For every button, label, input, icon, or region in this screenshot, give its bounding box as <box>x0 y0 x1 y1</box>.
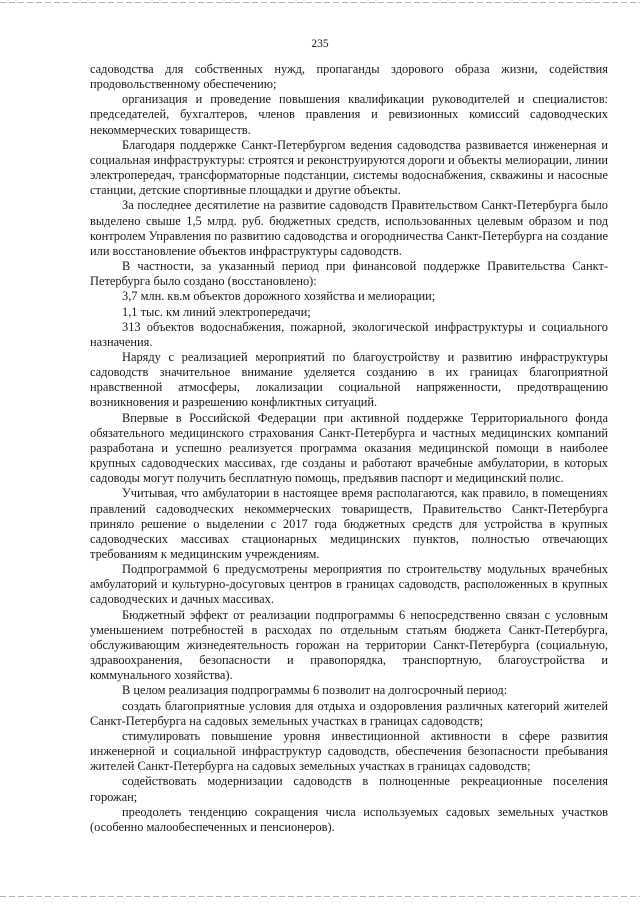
paragraph-outcomes-intro: В целом реализация подпрограммы 6 позволит на долгосрочный период: <box>122 683 508 698</box>
document-body <box>90 62 608 835</box>
paragraph-continuation: садоводства для собственных нужд, пропаганды здорового образа жизни, содействия продовольственному обеспечению; <box>90 62 608 92</box>
paragraph-infrastructure: Благодаря поддержке Санкт-Петербургом ведения садоводства развивается инженерная и социальная инфраструктуры: строятся и реконструируются дороги и объекты мелиорации, линии электропередач, трансформаторные подстанции, системы водоснабжения, скважины и насосные станции, детские спортивные площадки и другие объекты. <box>90 137 608 198</box>
page-number: 235 <box>311 38 329 50</box>
paragraph-budget-effect: Бюджетный эффект от реализации подпрограммы 6 непосредственно связан с условным уменьшением потребностей в расходах по отдельным статьям бюджета Санкт-Петербурга, обслуживающим жизнедеятельность горожан на территории Санкт-Петербурга (социальную, здравоохранения, безопасности и правопорядка, транспортную, благоустройства и коммунального хозяйства). <box>90 607 608 683</box>
paragraph-subprogram-events: Подпрограммой 6 предусмотрены мероприятия по строительству модульных врачебных амбулаторий и культурно-досуговых центров в границах садоводств, расположенных в крупных садоводческих и дачных массивах. <box>90 562 608 607</box>
list-item-roads: 3,7 млн. кв.м объектов дорожного хозяйства и мелиорации; <box>122 289 436 304</box>
paragraph-medical-program: Впервые в Российской Федерации при активной поддержке Территориального фонда обязательного медицинского страхования Санкт-Петербурга и частных медицинских компаний разработана и успешно реализуется программа оказания медицинской помощи в наиболее крупных садоводческих массивах, где созданы и работают врачебные амбулатории, в которых садоводы могут получить бесплатную помощь, предъявив паспорт и медицинский полис. <box>90 410 608 486</box>
list-item-conditions: создать благоприятные условия для отдыха и оздоровления различных категорий жителей Санкт-Петербурга на садовых земельных участках в границах садоводств; <box>90 698 608 728</box>
scan-edge-top <box>0 2 640 3</box>
paragraph-funding: За последнее десятилетие на развитие садоводств Правительством Санкт-Петербурга было выделено свыше 1,5 млрд. руб. бюджетных средств, использованных целевым образом и под контролем Управления по развитию садоводства и огородничества Санкт-Петербурга на создание или восстановление объектов инфраструктуры садоводств. <box>90 198 608 258</box>
list-item-investment: стимулировать повышение уровня инвестиционной активности в сфере развития инженерной и социальной инфраструктур садоводств, обеспечения безопасности пребывания жителей Санкт-Петербурга на садовых земельных участках в границах садоводств; <box>90 728 608 774</box>
list-item-modernization: содействовать модернизации садоводств в полноценные рекреационные поселения горожан; <box>90 774 608 804</box>
paragraph-medical-points: Учитывая, что амбулатории в настоящее время располагаются, как правило, в помещениях правлений садоводческих некоммерческих товариществ, Правительство Санкт-Петербурга приняло решение о выделении с 2017 года бюджетных средств для устройства в крупных садоводческих массивах стационарных медицинских пунктов, полностью отвечающих требованиям к медицинским учреждениям. <box>90 486 608 561</box>
scan-edge-bottom <box>0 896 640 897</box>
list-item-tendency: преодолеть тенденцию сокращения числа используемых садовых земельных участков (особенно малообеспеченных и пенсионеров). <box>90 804 608 834</box>
list-item-power-lines: 1,1 тыс. км линий электропередачи; <box>122 304 311 319</box>
list-item-training: организация и проведение повышения квалификации руководителей и специалистов: председателей, бухгалтеров, членов правления и ревизионных комиссий садоводческих некоммерческих товариществ. <box>90 92 608 137</box>
paragraph-created-intro: В частности, за указанный период при финансовой поддержке Правительства Санкт-Петербурга было создано (восстановлено): <box>90 259 608 289</box>
paragraph-social-atmosphere: Наряду с реализацией мероприятий по благоустройству и развитию инфраструктуры садоводств значительное внимание уделяется созданию в их границах благоприятной нравственной атмосферы, локализации социальной напряженности, предотвращению возникновения и разрешению конфликтных ситуаций. <box>90 349 608 410</box>
list-item-water-objects: 313 объектов водоснабжения, пожарной, экологической инфраструктуры и социального назначения. <box>90 319 608 349</box>
